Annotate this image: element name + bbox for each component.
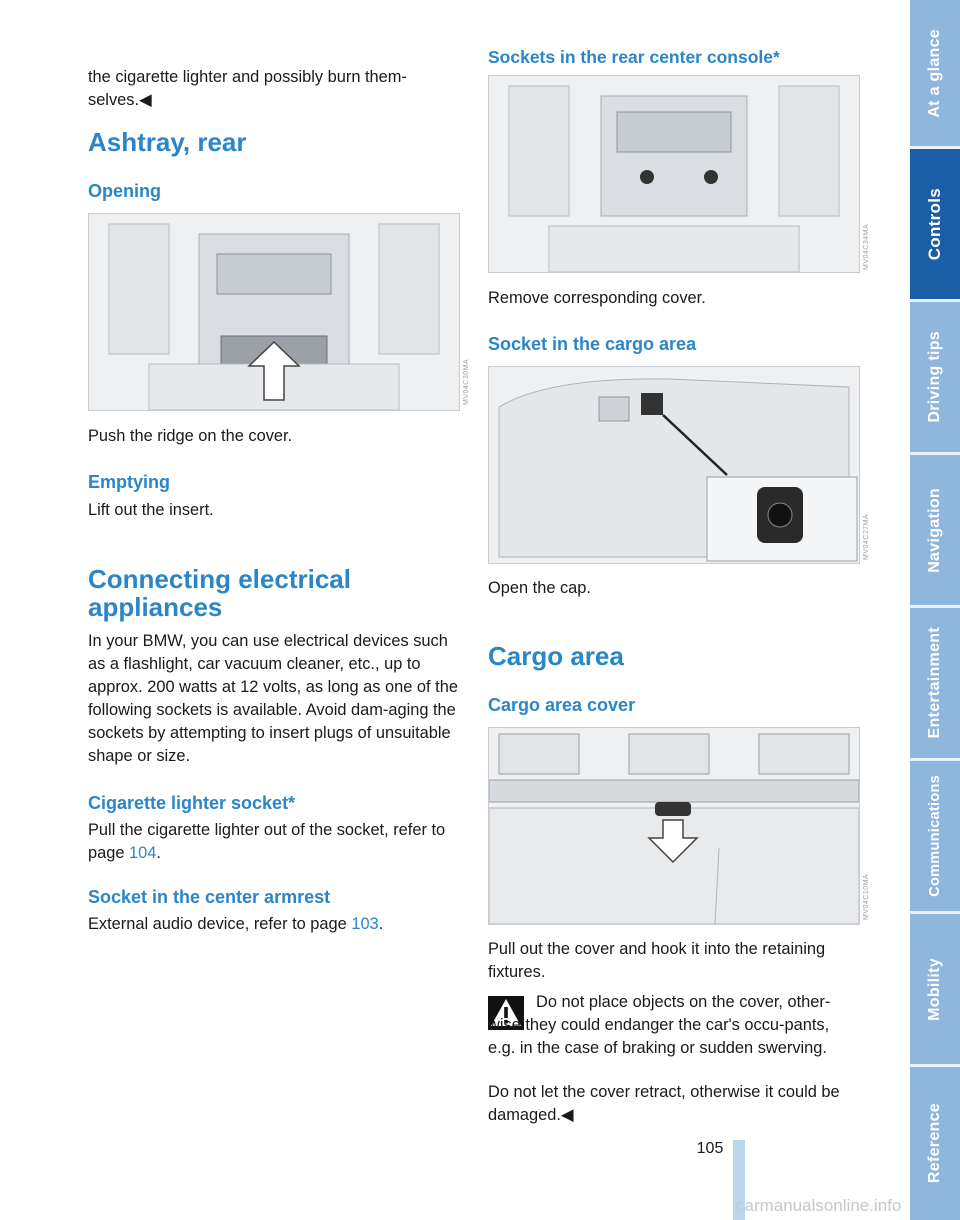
opening-caption: Push the ridge on the cover. bbox=[88, 427, 293, 445]
tab-navigation[interactable] bbox=[910, 455, 960, 605]
tab-entertainment[interactable] bbox=[910, 608, 960, 758]
tab-mobility[interactable] bbox=[910, 914, 960, 1064]
console-heading: Sockets in the rear center console* bbox=[488, 47, 780, 67]
tab-label: At a glance bbox=[926, 28, 943, 118]
page-number: 105 bbox=[696, 1140, 724, 1157]
tab-label: Entertainment bbox=[926, 627, 943, 739]
warning-text-1: Do not place objects on the cover, other-wise they could endanger the car's occu-pants, e.g. in the case of braking or sudden swerving. bbox=[488, 993, 831, 1057]
emptying-heading: Emptying bbox=[88, 472, 171, 492]
warning-text-2: Do not let the cover retract, otherwise it could be damaged.◀ bbox=[488, 1083, 840, 1124]
console-sockets-image bbox=[488, 75, 860, 273]
connecting-heading-line1: Connecting electrical bbox=[88, 564, 351, 594]
opening-image-code: MV04C30MA bbox=[463, 358, 470, 405]
console-image-code: MV04C34MA bbox=[863, 223, 870, 270]
tab-driving-tips[interactable] bbox=[910, 302, 960, 452]
cargo-cover-image bbox=[488, 727, 860, 925]
connecting-heading-line2: appliances bbox=[88, 592, 223, 622]
emptying-text: Lift out the insert. bbox=[88, 501, 214, 519]
cargo-cover-heading: Cargo area cover bbox=[488, 695, 636, 715]
armrest-text-body: External audio device, refer to page bbox=[88, 915, 352, 933]
cigarette-lighter-heading: Cigarette lighter socket* bbox=[88, 793, 296, 813]
tab-label: Reference bbox=[926, 1103, 943, 1184]
armrest-heading: Socket in the center armrest bbox=[88, 887, 331, 907]
armrest-text: External audio device, refer to page 103. bbox=[88, 915, 384, 933]
cargo-socket-image-code: MV04C27MA bbox=[863, 513, 870, 560]
tab-at-a-glance[interactable] bbox=[910, 0, 960, 146]
tab-label: Controls bbox=[925, 187, 944, 261]
cargo-cover-caption: Pull out the cover and hook it into the retaining fixtures. bbox=[488, 940, 826, 981]
page-ref-103-link[interactable]: 103 bbox=[351, 915, 379, 933]
tab-label: Communications bbox=[927, 775, 943, 897]
connecting-text: In your BMW, you can use electrical devices such as a flashlight, car vacuum cleaner, etc., up to approx. 200 watts at 12 volts, as long as one of the following sockets is available. Avoid dam-aging the sockets by attempting to insert plugs of unsuitable shape or size. bbox=[88, 632, 458, 765]
cargo-area-heading: Cargo area bbox=[488, 641, 624, 671]
console-caption: Remove corresponding cover. bbox=[488, 289, 706, 307]
cigarette-lighter-text-body: Pull the cigarette lighter out of the socket, refer to page bbox=[88, 821, 446, 862]
tab-communications[interactable] bbox=[910, 761, 960, 911]
page-ref-104-link[interactable]: 104 bbox=[129, 844, 157, 862]
cargo-socket-image bbox=[488, 366, 860, 564]
cargo-socket-heading: Socket in the cargo area bbox=[488, 334, 697, 354]
intro-text: the cigarette lighter and possibly burn them-selves.◀ bbox=[88, 68, 407, 109]
tab-label: Driving tips bbox=[926, 331, 943, 423]
tab-controls[interactable] bbox=[910, 149, 960, 299]
opening-heading: Opening bbox=[88, 181, 161, 201]
tab-label: Navigation bbox=[926, 487, 943, 573]
cigarette-lighter-text: Pull the cigarette lighter out of the socket, refer to page 104. bbox=[88, 821, 446, 862]
section-tab-bar bbox=[910, 0, 960, 1220]
cargo-socket-caption: Open the cap. bbox=[488, 579, 591, 597]
tab-label: Mobility bbox=[926, 957, 943, 1021]
ashtray-opening-image bbox=[88, 213, 460, 411]
tab-reference[interactable] bbox=[910, 1067, 960, 1220]
ashtray-heading: Ashtray, rear bbox=[88, 127, 247, 157]
watermark: carmanualsonline.info bbox=[736, 1196, 902, 1215]
cargo-cover-image-code: MV04C10MA bbox=[863, 873, 870, 920]
connecting-heading bbox=[88, 565, 460, 621]
